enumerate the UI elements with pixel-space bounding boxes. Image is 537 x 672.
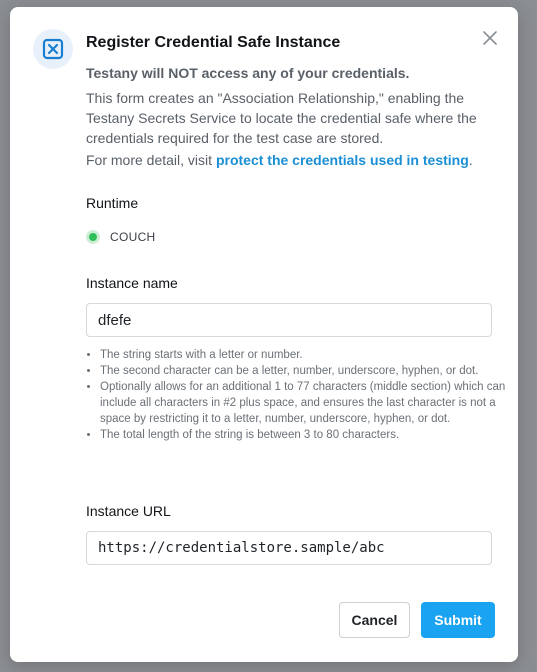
runtime-label: Runtime [86, 195, 139, 211]
dialog-description: This form creates an "Association Relationship," enabling the Testany Secrets Service to locate the credential safe where the credentials required for the test case are stored. [86, 90, 477, 146]
instance-name-rules [86, 347, 510, 443]
instance-name-label: Instance name [86, 275, 178, 291]
privacy-warning: Testany will NOT access any of your credentials. [86, 65, 410, 81]
rule-item: • The second character can be a letter, number, underscore, hyphen, or dot. [100, 363, 510, 379]
close-icon [482, 30, 498, 46]
rule-item: • The total length of the string is between 3 to 80 characters. [100, 427, 510, 443]
runtime-status-dot [89, 233, 97, 241]
instance-url-label: Instance URL [86, 503, 171, 519]
instance-name-input[interactable] [86, 303, 492, 337]
cancel-button[interactable]: Cancel [339, 602, 410, 638]
more-detail-prefix: For more detail, visit [86, 152, 216, 168]
more-detail-text [86, 152, 473, 168]
runtime-option [89, 230, 156, 244]
submit-button[interactable]: Submit [421, 602, 495, 638]
rule-item: • The string starts with a letter or number. [100, 347, 510, 363]
rule-item: • Optionally allows for an additional 1 to 77 characters (middle section) which can include all characters in #2 plus space, and ensures the last character is not a space by restricting it to a letter, number, underscore, hyphen, or dot. [100, 379, 510, 427]
runtime-value: COUCH [110, 230, 156, 244]
instance-url-input[interactable] [86, 531, 492, 565]
register-credential-dialog [10, 7, 518, 662]
testany-logo-icon [33, 29, 73, 69]
more-detail-suffix: . [468, 152, 473, 168]
protect-credentials-link[interactable]: protect the credentials used in testing [215, 152, 469, 168]
dialog-title: Register Credential Safe Instance [86, 34, 341, 51]
close-button[interactable] [478, 26, 502, 50]
